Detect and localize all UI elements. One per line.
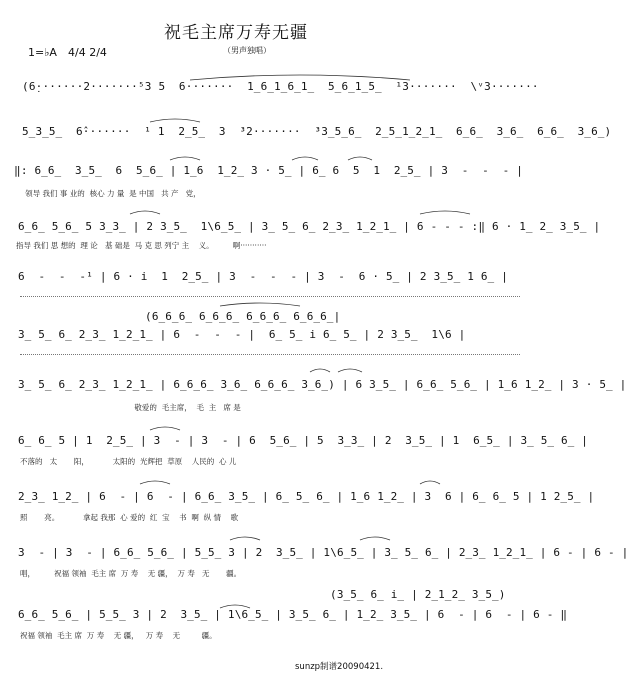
interlude-line: (6̲6̲6̲ 6̲6̲6̲ 6̲6̲6̲ 6̲6̲6̲| <box>145 310 341 323</box>
music-line: ‖: 6̲6̲ 3̲5̲ 6 5̲6̲ | 1̲6 1̲2̲ 3 · 5̲ | 6̲ 6 5 1 2̲5̲ | 3 - - - | <box>14 164 524 177</box>
lyric-line: 不落的 太 阳， 太阳的 光辉把 草原 人民的 心 儿 <box>20 457 237 466</box>
music-line: 6̲ 6̲ 5 | 1 2̲5̲ | 3 - | 3 - | 6 5̲6̲ | 5 3̲3̲ | 2 3̲5̲ | 1 6̲5̲ | 3̲ 5̲ 6̲ | <box>18 434 589 447</box>
song-title: 祝毛主席万寿无疆 <box>164 23 308 43</box>
coda-line: (3̲5̲ 6̲ i̲ | 2̲1̲2̲ 3̲5̲) <box>330 588 506 601</box>
lyric-line: 照 亮。 拿起 我那 心 爱的 红 宝 书 啊 纵 情 歌 <box>20 513 239 522</box>
music-line: 6̲6̲ 5̲6̲ 5 3̲3̲ | 2 3̲5̲ 1\6̲5̲ | 3̲ 5̲ 6̲ 2̲3̲ 1̲2̲1̲ | 6 - - - :‖ 6 · 1̲ 2̲ 3̲5̲ | <box>18 220 601 233</box>
music-line: 5̲3̲5̲ 6̂······· ¹ 1 2̲5̲ 3 ³2······· ³3̲5̲6̲ 2̲5̲1̲2̲1̲ 6̲6̲ 3̲6̲ 6̲6̲ 3̲6̲) <box>22 125 612 138</box>
music-line: (6̣·······2·······⁵3 5 6······· 1̲6̲1̲6̲1̲ 5̲6̲1̲5̲ ¹3······· \ᵛ3······· <box>22 80 539 93</box>
key-signature: 1=♭A <box>28 46 57 59</box>
lyric-line: 领导 我们 事 业的 核心 力 量 是 中国 共 产 党， <box>18 189 201 198</box>
music-line: 3̲ 5̲ 6̲ 2̲3̲ 1̲2̲1̲ | 6̲6̲6̲ 3̲6̲ 6̲6̲6̲ 3̲6̲) | 6 3̲5̲ | 6̲6̲ 5̲6̲ | 1̲6 1̲2̲ | 3 · 5̲ | <box>18 378 627 391</box>
music-line: 6 - - -¹ | 6 · i 1 2̲5̲ | 3 - - - | 3 - 6 · 5̲ | 2 3̲5̲ 1 6̲ | <box>18 270 509 283</box>
music-line: 3̲ 5̲ 6̲ 2̲3̲ 1̲2̲1̲ | 6 - - - | 6̲ 5̲ i 6̲ 5̲ | 2 3̲5̲ 1\6 | <box>18 328 466 341</box>
time-signature: 4/4 2/4 <box>68 46 107 59</box>
music-line: 3 - | 3 - | 6̲6̲ 5̲6̲ | 5̲5̲ 3 | 2 3̲5̲ | 1\6̲5̲ | 3̲ 5̲ 6̲ | 2̲3̲ 1̲2̲1̲ | 6 - | 6 - | <box>18 546 628 559</box>
lyric-line: 敬爱的 毛主席， 毛 主 席 是 <box>20 403 241 412</box>
song-subtitle: （男声独唱） <box>223 46 271 55</box>
music-line: 2̲3̲ 1̲2̲ | 6 - | 6 - | 6̲6̲ 3̲5̲ | 6̲ 5̲ 6̲ | 1̲6 1̲2̲ | 3 6 | 6̲ 6̲ 5 | 1 2̲5̲ | <box>18 490 595 503</box>
lyric-line: 祝福 领袖 毛主 席 万 寿 无 疆， 万 寿 无 疆。 <box>20 631 217 640</box>
lyric-line: 指导 我们 思 想的 理 论 基 础是 马 克 思 列宁 主 义。 啊··········· <box>16 241 267 250</box>
transcriber-credit: sunzp制谱20090421. <box>295 662 384 672</box>
lyric-line: 唱， 祝福 领袖 毛主 席 万 寿 无 疆， 万 寿 无 疆。 <box>20 569 242 578</box>
music-line: 6̲6̲ 5̲6̲ | 5̲5̲ 3 | 2 3̲5̲ | 1\6̲5̲ | 3̲5̲ 6̲ | 1̲2̲ 3̲5̲ | 6 - | 6 - | 6 - ‖ <box>18 608 568 621</box>
